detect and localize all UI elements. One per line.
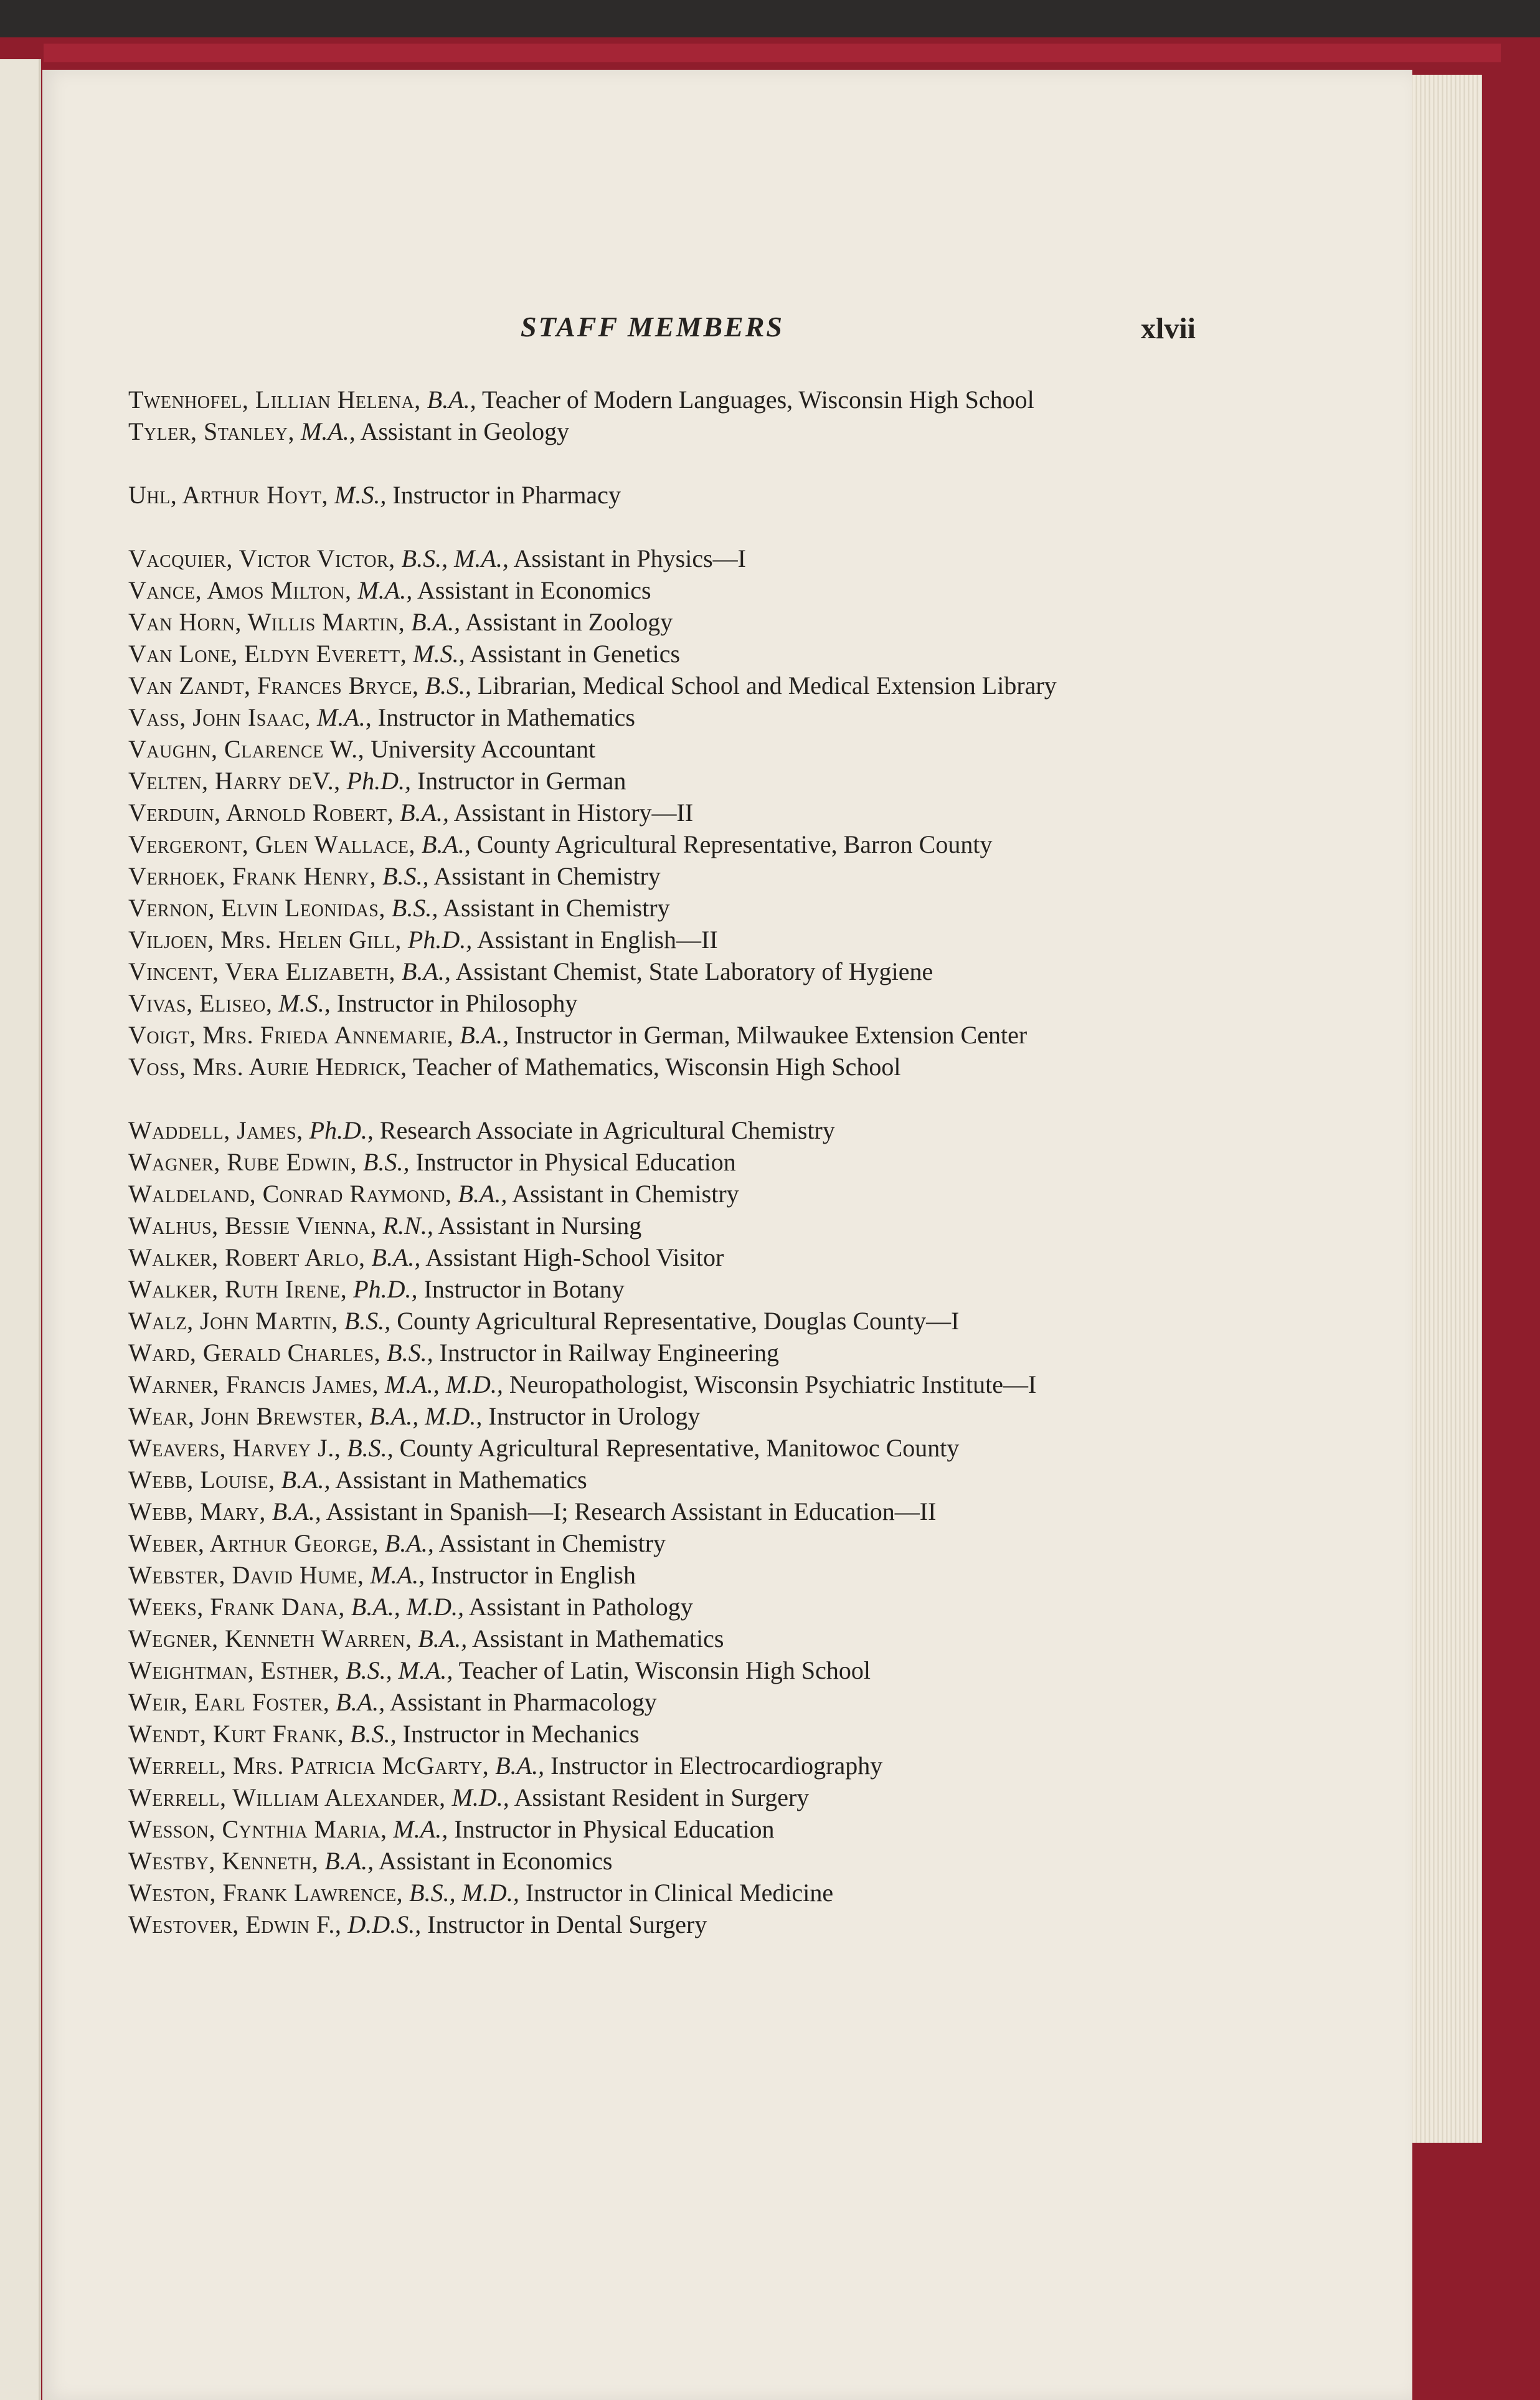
staff-position: Instructor in Physical Education <box>454 1815 775 1843</box>
staff-entry <box>128 415 1243 447</box>
staff-name: Wagner, Rube Edwin, <box>128 1148 357 1176</box>
staff-position: Instructor in English <box>431 1561 636 1589</box>
staff-position: Assistant in Chemistry <box>512 1180 739 1208</box>
staff-entry <box>128 1400 1243 1432</box>
staff-entry <box>128 797 1243 828</box>
staff-position: Teacher of Modern Languages, Wisconsin High School <box>481 386 1034 414</box>
page-stack-edges <box>1409 75 1482 2143</box>
staff-position: County Agricultural Representative, Barron County <box>476 830 993 858</box>
staff-name: Weir, Earl Foster, <box>128 1688 330 1716</box>
staff-degrees: Ph.D., <box>346 767 411 795</box>
staff-name: Twenhofel, Lillian Helena, <box>128 386 421 414</box>
staff-position: Assistant in Economics <box>378 1847 613 1875</box>
staff-name: Van Horn, Willis Martin, <box>128 608 405 636</box>
staff-name: Walker, Robert Arlo, <box>128 1243 366 1271</box>
staff-degrees: B.A., <box>371 1243 421 1271</box>
staff-name: Webb, Louise, <box>128 1466 275 1494</box>
staff-position: Instructor in Mathematics <box>377 703 635 731</box>
staff-position: Instructor in Mechanics <box>402 1720 640 1748</box>
staff-position: Teacher of Mathematics, Wisconsin High School <box>412 1053 901 1081</box>
staff-position: Assistant in Pathology <box>468 1593 693 1621</box>
staff-entry <box>128 1210 1243 1241</box>
staff-degrees: Ph.D., <box>309 1116 374 1144</box>
staff-name: Werrell, William Alexander, <box>128 1783 446 1811</box>
staff-degrees: B.S., M.D., <box>409 1879 519 1907</box>
staff-entry <box>128 1337 1243 1368</box>
staff-degrees: B.S., <box>344 1307 391 1335</box>
staff-entry <box>128 1909 1243 1940</box>
staff-position: Instructor in Railway Engineering <box>439 1339 780 1367</box>
staff-position: Assistant in Mathematics <box>335 1466 587 1494</box>
staff-entry <box>128 1432 1243 1464</box>
staff-name: Van Zandt, Frances Bryce, <box>128 671 419 700</box>
staff-entry <box>128 1654 1243 1686</box>
staff-degrees: B.S., <box>391 894 438 922</box>
staff-entry <box>128 606 1243 638</box>
staff-degrees: B.S., M.A., <box>346 1656 453 1684</box>
staff-degrees: B.S., <box>347 1434 394 1462</box>
staff-entry <box>128 1178 1243 1210</box>
staff-name: Weeks, Frank Dana, <box>128 1593 345 1621</box>
staff-entry <box>128 701 1243 733</box>
staff-entry <box>128 924 1243 956</box>
staff-degrees: Ph.D., <box>407 926 473 954</box>
staff-position: Assistant in Mathematics <box>472 1625 724 1653</box>
staff-entry <box>128 1623 1243 1654</box>
staff-entry <box>128 1464 1243 1496</box>
staff-name: Walker, Ruth Irene, <box>128 1275 347 1303</box>
staff-degrees: B.A., M.D., <box>351 1593 464 1621</box>
staff-entry <box>128 1146 1243 1178</box>
staff-position: Instructor in Physical Education <box>415 1148 736 1176</box>
staff-position: Assistant Resident in Surgery <box>514 1783 810 1811</box>
staff-position: Assistant in Spanish—I; Research Assistant in Education—II <box>326 1497 937 1525</box>
staff-position: Neuropathologist, Wisconsin Psychiatric Institute—I <box>509 1370 1037 1398</box>
staff-position: Instructor in Clinical Medicine <box>525 1879 834 1907</box>
staff-name: Webster, David Hume, <box>128 1561 364 1589</box>
staff-name: Viljoen, Mrs. Helen Gill, <box>128 926 402 954</box>
staff-position: Librarian, Medical School and Medical Extension Library <box>478 671 1057 700</box>
staff-degrees: B.A., <box>421 830 471 858</box>
staff-entry <box>128 1527 1243 1559</box>
staff-name: Verhoek, Frank Henry, <box>128 862 377 890</box>
staff-degrees: B.S., <box>382 862 429 890</box>
staff-position: County Agricultural Representative, Manitowoc County <box>399 1434 960 1462</box>
staff-name: Waddell, James, <box>128 1116 303 1144</box>
staff-entry <box>128 1368 1243 1400</box>
staff-name: Vacquier, Victor Victor, <box>128 544 395 572</box>
staff-list <box>128 384 1243 1940</box>
staff-degrees: Ph.D., <box>353 1275 418 1303</box>
staff-name: Vergeront, Glen Wallace, <box>128 830 415 858</box>
staff-entry <box>128 765 1243 797</box>
staff-entry <box>128 1686 1243 1718</box>
staff-entry <box>128 828 1243 860</box>
staff-position: Instructor in Botany <box>423 1275 625 1303</box>
staff-name: Weavers, Harvey J., <box>128 1434 341 1462</box>
staff-position: Instructor in Pharmacy <box>392 481 621 509</box>
staff-degrees: B.S., M.A., <box>401 544 509 572</box>
staff-name: Waldeland, Conrad Raymond, <box>128 1180 452 1208</box>
staff-degrees: B.A., <box>402 957 451 985</box>
staff-name: Webb, Mary, <box>128 1497 266 1525</box>
staff-position: University Accountant <box>371 735 596 763</box>
staff-name: Vincent, Vera Elizabeth, <box>128 957 395 985</box>
staff-degrees: B.A., <box>460 1021 509 1049</box>
staff-entry <box>128 860 1243 892</box>
staff-degrees: D.D.S., <box>347 1910 422 1938</box>
staff-name: Wesson, Cynthia Maria, <box>128 1815 387 1843</box>
staff-name: Werrell, Mrs. Patricia McGarty, <box>128 1752 489 1780</box>
staff-entry <box>128 1241 1243 1273</box>
staff-degrees: B.A., <box>272 1497 321 1525</box>
staff-position: Assistant in Zoology <box>465 608 673 636</box>
staff-degrees: B.A., <box>336 1688 385 1716</box>
staff-degrees: M.A., <box>301 417 356 445</box>
section-gap <box>128 511 1243 543</box>
staff-entry <box>128 479 1243 511</box>
section-gap <box>128 1083 1243 1114</box>
staff-degrees: M.A., <box>370 1561 425 1589</box>
staff-degrees: B.A., <box>324 1847 374 1875</box>
staff-name: Voigt, Mrs. Frieda Annemarie, <box>128 1021 454 1049</box>
staff-degrees: B.A., <box>281 1466 331 1494</box>
cover-top-edge <box>44 44 1501 62</box>
staff-position: Research Associate in Agricultural Chemistry <box>379 1116 835 1144</box>
staff-entry <box>128 1496 1243 1527</box>
staff-degrees: B.A., <box>418 1625 468 1653</box>
staff-entry <box>128 1591 1243 1623</box>
staff-name: Weber, Arthur George, <box>128 1529 379 1557</box>
staff-entry <box>128 1813 1243 1845</box>
staff-position: Assistant in Physics—I <box>513 544 746 572</box>
staff-position: Assistant in Pharmacology <box>389 1688 657 1716</box>
staff-name: Westby, Kenneth, <box>128 1847 319 1875</box>
staff-degrees: M.S., <box>413 640 465 668</box>
staff-position: Instructor in Electrocardiography <box>550 1752 883 1780</box>
staff-degrees: B.A., <box>384 1529 434 1557</box>
staff-name: Vance, Amos Milton, <box>128 576 352 604</box>
staff-entry <box>128 1718 1243 1750</box>
staff-name: Velten, Harry deV., <box>128 767 341 795</box>
staff-position: Assistant in Genetics <box>470 640 681 668</box>
staff-position: County Agricultural Representative, Douglas County—I <box>397 1307 960 1335</box>
staff-entry <box>128 1019 1243 1051</box>
staff-name: Wegner, Kenneth Warren, <box>128 1625 412 1653</box>
staff-name: Wear, John Brewster, <box>128 1402 364 1430</box>
staff-position: Assistant in English—II <box>477 926 718 954</box>
staff-name: Vivas, Eliseo, <box>128 989 273 1017</box>
staff-name: Tyler, Stanley, <box>128 417 295 445</box>
staff-degrees: R.N., <box>382 1212 433 1240</box>
facing-page-edge <box>0 59 41 2400</box>
staff-name: Warner, Francis James, <box>128 1370 379 1398</box>
staff-entry <box>128 733 1243 765</box>
staff-name: Vaughn, Clarence W., <box>128 735 365 763</box>
staff-entry <box>128 1273 1243 1305</box>
staff-degrees: M.S., <box>334 481 387 509</box>
staff-name: Uhl, Arthur Hoyt, <box>128 481 329 509</box>
staff-position: Assistant in Chemistry <box>433 862 661 890</box>
staff-degrees: M.A., <box>317 703 372 731</box>
staff-entry <box>128 1877 1243 1909</box>
staff-entry <box>128 638 1243 670</box>
staff-position: Instructor in Philosophy <box>336 989 578 1017</box>
staff-degrees: M.D., <box>451 1783 509 1811</box>
staff-entry <box>128 384 1243 415</box>
running-title: STAFF MEMBERS <box>521 311 784 343</box>
page-header <box>42 310 1412 354</box>
staff-name: Voss, Mrs. Aurie Hedrick, <box>128 1053 407 1081</box>
staff-degrees: M.A., <box>393 1815 448 1843</box>
staff-degrees: B.A., M.D., <box>369 1402 483 1430</box>
staff-degrees: B.S., <box>363 1148 410 1176</box>
staff-name: Wendt, Kurt Frank, <box>128 1720 344 1748</box>
staff-degrees: B.A., <box>458 1180 508 1208</box>
staff-entry <box>128 1114 1243 1146</box>
staff-name: Vass, John Isaac, <box>128 703 311 731</box>
staff-position: Assistant in History—II <box>453 799 694 827</box>
staff-entry <box>128 574 1243 606</box>
staff-entry <box>128 987 1243 1019</box>
staff-position: Assistant in Chemistry <box>438 1529 666 1557</box>
staff-name: Ward, Gerald Charles, <box>128 1339 381 1367</box>
staff-entry <box>128 1845 1243 1877</box>
staff-position: Assistant in Economics <box>417 576 651 604</box>
staff-degrees: B.A., <box>411 608 461 636</box>
staff-position: Instructor in Dental Surgery <box>427 1910 707 1938</box>
staff-name: Verduin, Arnold Robert, <box>128 799 394 827</box>
staff-degrees: B.S., <box>350 1720 397 1748</box>
staff-degrees: B.S., <box>387 1339 433 1367</box>
staff-position: Assistant Chemist, State Laboratory of Hygiene <box>455 957 933 985</box>
section-gap <box>128 447 1243 479</box>
staff-entry <box>128 956 1243 987</box>
staff-entry <box>128 892 1243 924</box>
staff-name: Vernon, Elvin Leonidas, <box>128 894 385 922</box>
staff-position: Instructor in German, Milwaukee Extension Center <box>515 1021 1027 1049</box>
staff-entry <box>128 670 1243 701</box>
staff-name: Weston, Frank Lawrence, <box>128 1879 404 1907</box>
staff-name: Walhus, Bessie Vienna, <box>128 1212 377 1240</box>
staff-entry <box>128 1781 1243 1813</box>
staff-position: Instructor in German <box>417 767 626 795</box>
page-number: xlvii <box>1141 312 1196 345</box>
staff-degrees: B.S., <box>425 671 471 700</box>
staff-position: Instructor in Urology <box>488 1402 701 1430</box>
staff-entry <box>128 543 1243 574</box>
staff-position: Assistant in Geology <box>360 417 570 445</box>
staff-degrees: M.S., <box>278 989 331 1017</box>
staff-name: Weightman, Esther, <box>128 1656 340 1684</box>
staff-degrees: B.A., <box>427 386 476 414</box>
staff-degrees: B.A., <box>400 799 449 827</box>
staff-entry <box>128 1559 1243 1591</box>
staff-name: Walz, John Martin, <box>128 1307 338 1335</box>
staff-entry <box>128 1305 1243 1337</box>
staff-name: Westover, Edwin F., <box>128 1910 342 1938</box>
staff-degrees: B.A., <box>495 1752 545 1780</box>
staff-position: Assistant in Chemistry <box>443 894 670 922</box>
staff-position: Assistant in Nursing <box>438 1212 642 1240</box>
staff-degrees: M.A., M.D., <box>384 1370 503 1398</box>
staff-entry <box>128 1750 1243 1781</box>
book-page <box>42 70 1412 2400</box>
staff-degrees: M.A., <box>357 576 413 604</box>
staff-position: Teacher of Latin, Wisconsin High School <box>458 1656 871 1684</box>
staff-name: Van Lone, Eldyn Everett, <box>128 640 407 668</box>
staff-entry <box>128 1051 1243 1083</box>
staff-position: Assistant High-School Visitor <box>425 1243 724 1271</box>
